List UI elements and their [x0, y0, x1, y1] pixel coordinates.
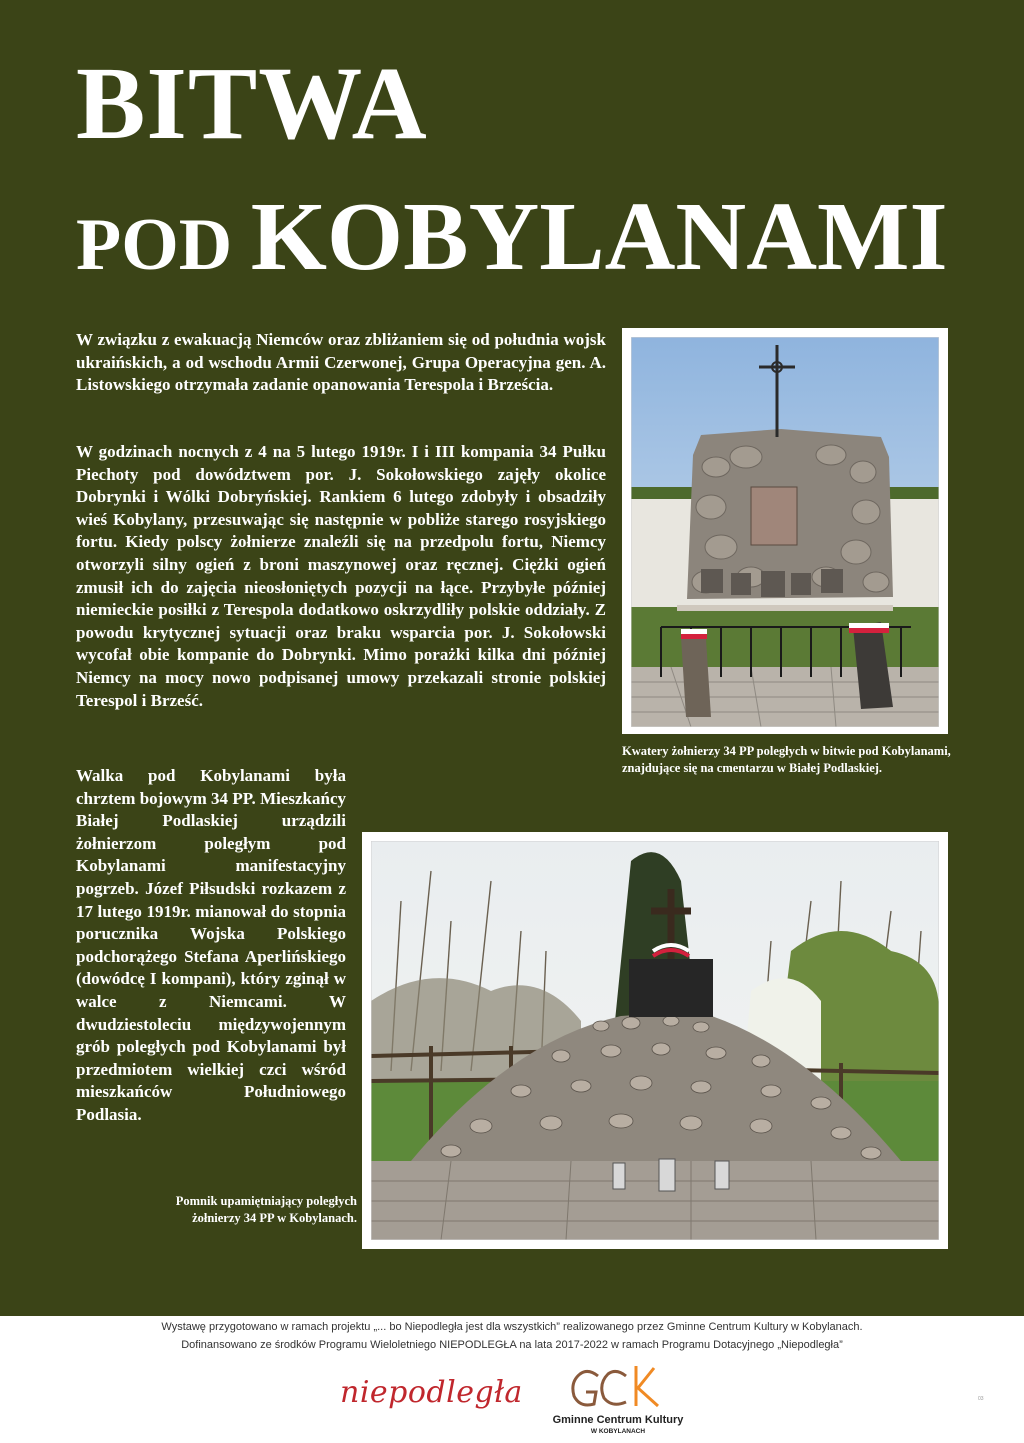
- caption-cemetery-memorial: Kwatery żołnierzy 34 PP poległych w bitwie pod Kobylanami, znajdujące się na cmentarzu w Białej Podlaskiej.: [622, 744, 951, 775]
- photo-kobylany-monument: [362, 832, 948, 1249]
- title-big-part: KOBYLANAMI: [250, 183, 948, 291]
- photo-cemetery-memorial: [622, 328, 948, 734]
- caption-kobylany-monument: Pomnik upamiętniający poległych żołnierzy 34 PP w Kobylanach.: [175, 1194, 357, 1225]
- title-line-2: [76, 183, 948, 291]
- gck-letters-mark: [566, 1362, 666, 1414]
- title-small-part: POD: [76, 204, 251, 286]
- cemetery-memorial-image: [631, 337, 939, 727]
- paragraph-aftermath: Walka pod Kobylanami była chrztem bojowym 34 PP. Mieszkańcy Białej Podlaskiej urządzili żołnierzom poległym pod Kobylanami manifestacyjny pogrzeb. Józef Piłsudski rozkazem z 17 lutego 1919r. mianował do stopnia porucznika Wojska Polskiego podchorążego Stefana Aperlińskiego (dowódcę I kompani), który zginął w walce z Niemcami. W dwudziestoleciu międzywojennym grób poległych pod Kobylanami był przedmiotem wielkiej czci wśród mieszkańców Południowego Podlasia.: [76, 766, 346, 1124]
- gck-place: W KOBYLANACH: [590, 1428, 646, 1435]
- page-number: 03: [978, 1396, 984, 1402]
- kobylany-monument-image: [371, 841, 939, 1240]
- paragraph-intro: W związku z ewakuacją Niemców oraz zbliżaniem się od południa wojsk ukraińskich, a od wschodu Armii Czerwonej, Grupa Operacyjna gen. A. Listowskiego otrzymała zadanie opanowania Terespola i Brześcia.: [76, 330, 606, 395]
- gck-name: Gminne Centrum Kultury: [552, 1414, 684, 1426]
- footer-project-note: Wystawę przygotowano w ramach projektu „... bo Niepodległa jest dla wszystkich” realizowanego przez Gminne Centrum Kultury w Kobylanach.: [161, 1321, 863, 1333]
- footer-funding-note: Dofinansowano ze środków Programu Wieloletniego NIEPODLEGŁA na lata 2017-2022 w ramach Programu Dotacyjnego „Niepodległa”: [181, 1339, 843, 1351]
- paragraph-battle: W godzinach nocnych z 4 na 5 lutego 1919r. I i III kompania 34 Pułku Piechoty pod dowództwem por. J. Sokołowskiego zajęły okolice Dobrynki i Wólki Dobryńskiej. Rankiem 6 lutego zdobyły i obsadziły wieś Kobylany, przesuwając się następnie w pobliże starego rosyjskiego fortu. Kiedy polscy żołnierze znaleźli się na przedpolu fortu, Niemcy otworzyli silny ogień z broni maszynowej oraz ręcznej. Ciężki ogień zmusił ich do zajęcia nieosłoniętych pozycji na łące. Przybyłe później niemieckie posiłki z Terespola dodatkowo oskrzydliły polskie oddziały. Z powodu krytycznej sytuacji oraz braku wsparcia por. J. Sokołowski wycofał obie kompanie do Dobrynki. Mimo porażki kilka dni później Niemcy na mocy nowo podpisanej umowy przekazali stronie polskiej Terespol i Brześć.: [76, 442, 606, 710]
- niepodlegla-logo: niepodległa: [340, 1375, 523, 1410]
- gck-logo: [548, 1362, 688, 1440]
- title-line-1: BITWA: [76, 46, 428, 161]
